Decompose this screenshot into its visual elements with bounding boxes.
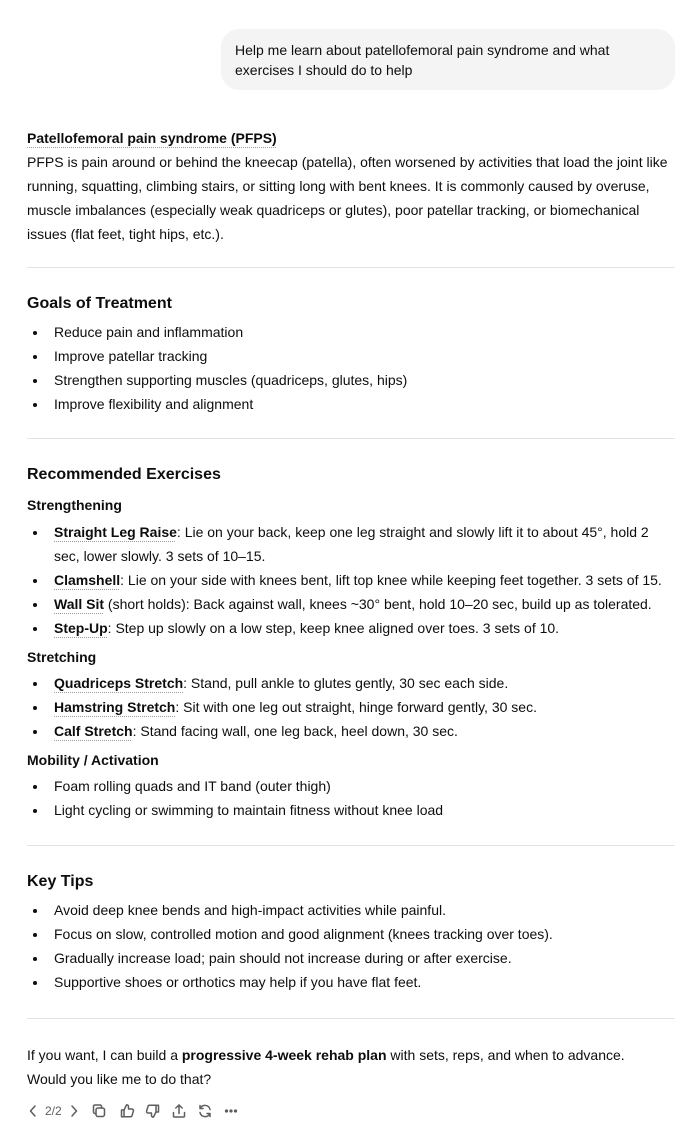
list-item: Improve flexibility and alignment bbox=[27, 392, 675, 416]
intro-paragraph: PFPS is pain around or behind the kneecap (patella), often worsened by activities that load the joint like running, squatting, climbing stairs, or sitting long with bent knees. It is commonly caused by overuse, muscle imbalances (especially weak quadriceps or glutes), poor patellar tracking, or biomechanical issues (flat feet, tight hips, etc.). bbox=[27, 154, 668, 242]
exercise-term-link[interactable]: Step-Up bbox=[54, 620, 108, 636]
exercise-term-link[interactable]: Hamstring Stretch bbox=[54, 699, 176, 715]
exercise-term-link[interactable]: Quadriceps Stretch bbox=[54, 675, 184, 691]
exercise-term-link[interactable]: Calf Stretch bbox=[54, 723, 133, 739]
section-divider bbox=[27, 438, 675, 439]
stretching-list bbox=[27, 671, 675, 743]
list-item bbox=[27, 520, 675, 568]
list-item: Improve patellar tracking bbox=[27, 344, 675, 368]
exercise-description: (short holds): Back against wall, knees ~30° bent, hold 10–20 sec, build up as tolerated. bbox=[104, 596, 652, 612]
section-divider bbox=[27, 1018, 675, 1019]
list-item: Supportive shoes or orthotics may help if you have flat feet. bbox=[27, 970, 675, 994]
section-divider bbox=[27, 267, 675, 268]
list-item: Avoid deep knee bends and high-impact activities while painful. bbox=[27, 898, 675, 922]
share-icon[interactable] bbox=[168, 1100, 190, 1122]
exercise-description: : Stand, pull ankle to glutes gently, 30 sec each side. bbox=[183, 675, 509, 691]
thumbs-up-icon[interactable] bbox=[116, 1100, 138, 1122]
goals-heading: Goals of Treatment bbox=[27, 295, 172, 312]
list-item: Light cycling or swimming to maintain fitness without knee load bbox=[27, 798, 675, 822]
list-item: Strengthen supporting muscles (quadriceps, glutes, hips) bbox=[27, 368, 675, 392]
section-divider bbox=[27, 845, 675, 846]
stretching-heading: Stretching bbox=[27, 649, 97, 665]
tips-list bbox=[27, 898, 675, 994]
closing-suffix: with sets, reps, and when to advance. bbox=[386, 1047, 625, 1063]
strengthening-list bbox=[27, 520, 675, 640]
chevron-right-icon[interactable] bbox=[68, 1100, 80, 1122]
exercise-description: : Stand facing wall, one leg back, heel down, 30 sec. bbox=[132, 723, 458, 739]
exercises-heading: Recommended Exercises bbox=[27, 466, 221, 483]
more-icon[interactable] bbox=[220, 1100, 242, 1122]
goals-list bbox=[27, 320, 675, 416]
assistant-response bbox=[27, 128, 675, 1091]
list-item: Focus on slow, controlled motion and good alignment (knees tracking over toes). bbox=[27, 922, 675, 946]
message-toolbar bbox=[27, 1100, 242, 1122]
thumbs-down-icon[interactable] bbox=[142, 1100, 164, 1122]
closing-line bbox=[27, 1043, 675, 1067]
mobility-list bbox=[27, 774, 675, 822]
exercise-term-link[interactable]: Wall Sit bbox=[54, 596, 105, 612]
exercise-term-link[interactable]: Clamshell bbox=[54, 572, 121, 588]
intro-title-text[interactable]: Patellofemoral pain syndrome (PFPS) bbox=[27, 130, 277, 146]
strengthening-heading: Strengthening bbox=[27, 497, 122, 513]
list-item bbox=[27, 616, 675, 640]
list-item bbox=[27, 671, 675, 695]
list-item: Gradually increase load; pain should not increase during or after exercise. bbox=[27, 946, 675, 970]
exercise-description: : Step up slowly on a low step, keep knee aligned over toes. 3 sets of 10. bbox=[107, 620, 560, 636]
list-item bbox=[27, 568, 675, 592]
list-item bbox=[27, 695, 675, 719]
list-item bbox=[27, 719, 675, 743]
regenerate-icon[interactable] bbox=[194, 1100, 216, 1122]
closing-prefix: If you want, I can build a bbox=[27, 1047, 182, 1063]
pager-label: 2/2 bbox=[45, 1104, 62, 1118]
user-message-bubble bbox=[221, 29, 675, 90]
list-item: Reduce pain and inflammation bbox=[27, 320, 675, 344]
intro-title bbox=[27, 128, 675, 148]
list-item bbox=[27, 592, 675, 616]
exercise-term-link[interactable]: Straight Leg Raise bbox=[54, 524, 177, 540]
tips-heading: Key Tips bbox=[27, 873, 94, 890]
exercise-description: : Sit with one leg out straight, hinge forward gently, 30 sec. bbox=[175, 699, 537, 715]
chevron-left-icon[interactable] bbox=[27, 1100, 39, 1122]
copy-icon[interactable] bbox=[88, 1100, 110, 1122]
list-item: Foam rolling quads and IT band (outer thigh) bbox=[27, 774, 675, 798]
mobility-heading: Mobility / Activation bbox=[27, 752, 159, 768]
closing-question: Would you like me to do that? bbox=[27, 1071, 212, 1087]
exercise-description: : Lie on your back, keep one leg straight and slowly lift it to about 45°, hold 2 sec, lower slowly. 3 sets of 10–15. bbox=[54, 524, 649, 564]
user-message-text: Help me learn about patellofemoral pain syndrome and what exercises I should do to help bbox=[235, 42, 610, 78]
closing-bold: progressive 4-week rehab plan bbox=[181, 1047, 387, 1063]
exercise-description: : Lie on your side with knees bent, lift top knee while keeping feet together. 3 sets of 15. bbox=[120, 572, 662, 588]
